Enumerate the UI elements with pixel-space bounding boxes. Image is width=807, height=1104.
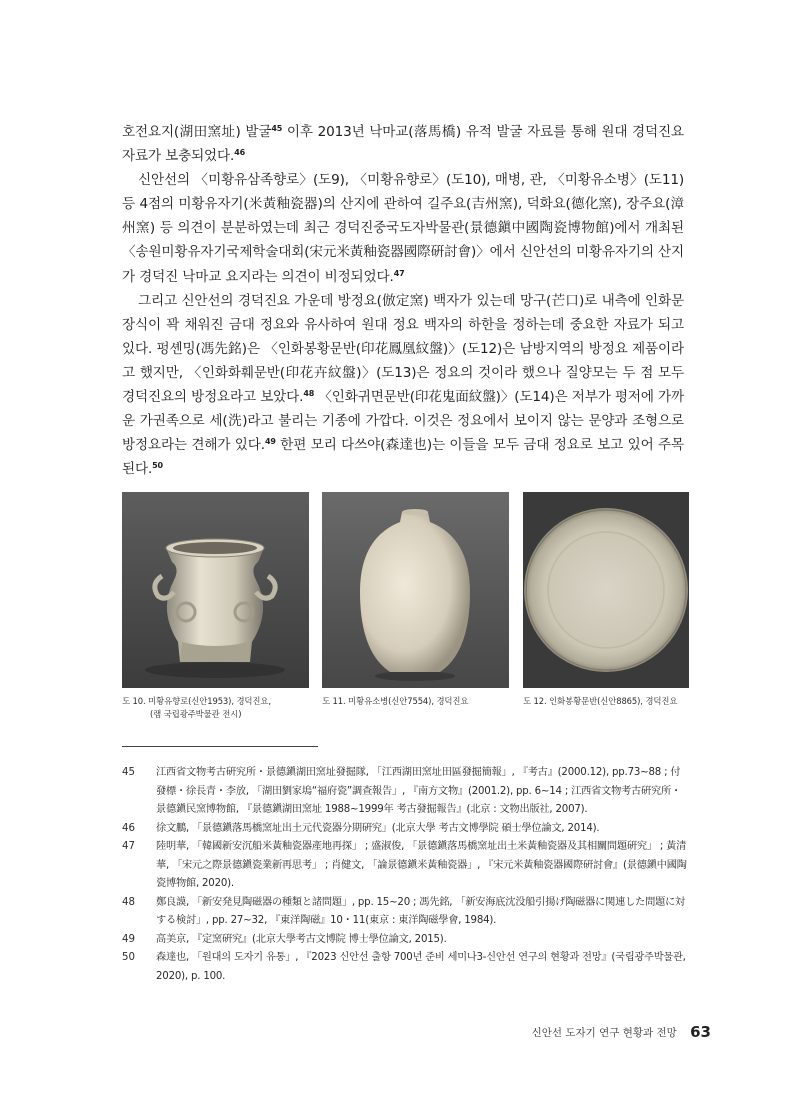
footnote-number: 48 [122, 896, 135, 908]
footnote-text: 高美京, 『定窯硏究』(北京大學考古文博院 博士學位論文, 2015). [156, 933, 447, 945]
footnote-item [122, 894, 688, 931]
caption-note: (램 국립광주박물관 전시) [150, 709, 242, 719]
page-number: 63 [690, 1023, 711, 1041]
footnote-ref[interactable]: 48 [303, 389, 315, 399]
footnote-text: 徐文鵬, 「景德鎭落馬橋窯址出土元代瓷器分期硏究」(北京大學 考古文博學院 碩士學位論文, 2014). [156, 822, 600, 834]
caption-fig12: 도 12. 인화봉황문반(신안8865), 경덕진요 [523, 696, 678, 706]
footnote-text: 陸明華, 「韓國新安沉船米黃釉瓷器產地再探」 ; 盛淑俊, 「景德鎭落馬橋窯址出土米黃釉瓷器及其相關問題硏究」 ; 黃清華, 「宋元之際景德鎭瓷業新再思考」 ; 肖健文, 「論景德鎭米黃釉瓷器」, 『宋元米黃釉瓷器國際硏討會』(景德鎭中國陶瓷博物館, 2020). [156, 841, 687, 889]
footnote-item [122, 838, 688, 894]
footnote-number: 46 [122, 822, 135, 834]
dish-photo [523, 492, 689, 688]
footnote-item [122, 949, 688, 986]
footnote-text: 鄭良謨, 「新安発見陶磁器の種類と諸問題」, pp. 15~20 ; 馮先銘, 「新安海底沈没船引揚げ陶磁器に関連した問題に対する検討」, pp. 27~32, 『東洋陶磁』10・11(東京 : 東洋陶磁學會, 1984). [156, 896, 686, 926]
figure-row [122, 492, 689, 688]
caption-fig10: 도 10. 미황유향로(신안1953), 경덕진요, (램 국립광주박물관 전시) [122, 695, 312, 721]
footnote-number: 47 [122, 841, 135, 852]
footnote-item [122, 820, 688, 839]
footnote-item [122, 931, 688, 950]
footnote-ref[interactable]: 45 [271, 124, 283, 133]
footnote-number: 45 [122, 767, 135, 778]
footnote-item [122, 764, 688, 820]
paragraph-1: 호전요지(湖田窯址) 발굴$^{45}$ 이후 2013년 낙마교(落馬橋) 유적 발굴 자료를 통해 원대 경덕진요 자료가 보충되었다.$^{46}$ [122, 124, 684, 165]
footnote-number: 50 [122, 952, 135, 963]
footnote-divider [122, 746, 318, 747]
vase-photo [322, 492, 509, 688]
paragraph-3: 그리고 신안선의 경덕진요 가운데 방정요(倣定窯) 백자가 있는데 망구(芒口)로 내측에 인화문 장식이 꽉 채워진 금대 정요와 유사하여 원대 정요 백자의 하한을 정하는데 중요한 자료가 되고 있다. 펑셴밍(馮先銘)은 〈인화봉황문반(印花鳳凰紋盤)〉(도12)은 남방지역의 방정요 제품이라고 했지만, 〈인화화훼문반(印花卉紋盤)〉(도13)은 정요의 것이라 했으나 질양모는 두 점 모두 경덕진요의 방정요라고 보았다.$^{48}$ 〈인화귀면문반(印花鬼面紋盤)〉(도14)은 저부가 평저에 가까운 가권족으로 세(洗)라고 불리는 기종에 가깝다. 이것은 정요에서 보이지 않는 문양과 조형으로 방정요라는 견해가 있다.$^{49}$ 한편 모리 다쓰야(森達也)는 이들을 모두 금대 정요로 보고 있어 주목된다.$^{50}$ [122, 292, 685, 478]
footnotes [122, 764, 688, 986]
footnote-ref[interactable]: 47 [393, 268, 405, 278]
running-title: 신안선 도자기 연구 현황과 전망 [531, 1027, 677, 1039]
footnote-text: 森達也, 「원대의 도자기 유통」, 『2023 신안선 출항 700년 준비 세미나3-신안선 연구의 현황과 전망』(국립광주박물관, 2020), p. 100. [156, 952, 686, 982]
paragraph-2: 신안선의 〈미황유삼족향로〉(도9), 〈미황유향로〉(도10), 매병, 관, 〈미황유소병〉(도11) 등 4점의 미황유자기(米黃釉瓷器)의 산지에 관하여 길주요(吉州窯), 덕화요(德化窯), 장주요(漳州窯) 등 의견이 분분하였는데 최근 경덕진중국도자박물관(景德鎭中國陶瓷博物館)에서 개최된 〈송원미황유자기국제학술대회(宋元米黃釉瓷器國際硏討會)〉에서 신안선의 미황유자기의 산지가 경덕진 낙마교 요지라는 의견이 비정되었다.$^{47}$ [122, 172, 684, 285]
incense-burner-photo [122, 492, 309, 688]
footnote-ref[interactable]: 46 [234, 148, 246, 158]
footnote-number: 49 [122, 933, 135, 945]
footnote-text: 江西省文物考古硏究所・景德鎭湖田窯址發掘隊, 「江西湖田窯址田區發掘簡報」, 『考古』(2000.12), pp.73~88 ; 付發標・徐長青・李放, 「湖田劉家塢“福府瓷”調查報告」, 『南方文物』(2001.2), pp. 6~14 ; 江西省文物考古硏究所・景德鎭民窯博物館, 『景德鎭湖田窯址 1988~1999年 考古發掘報告』(北京 : 文物出版社, 2007). [156, 767, 681, 815]
footnote-ref[interactable]: 49 [264, 437, 276, 447]
caption-fig11: 도 11. 미황유소병(신안7554), 경덕진요 [322, 696, 469, 706]
body-text [122, 120, 684, 481]
footnote-ref[interactable]: 50 [152, 461, 163, 471]
page-footer [532, 1023, 711, 1041]
